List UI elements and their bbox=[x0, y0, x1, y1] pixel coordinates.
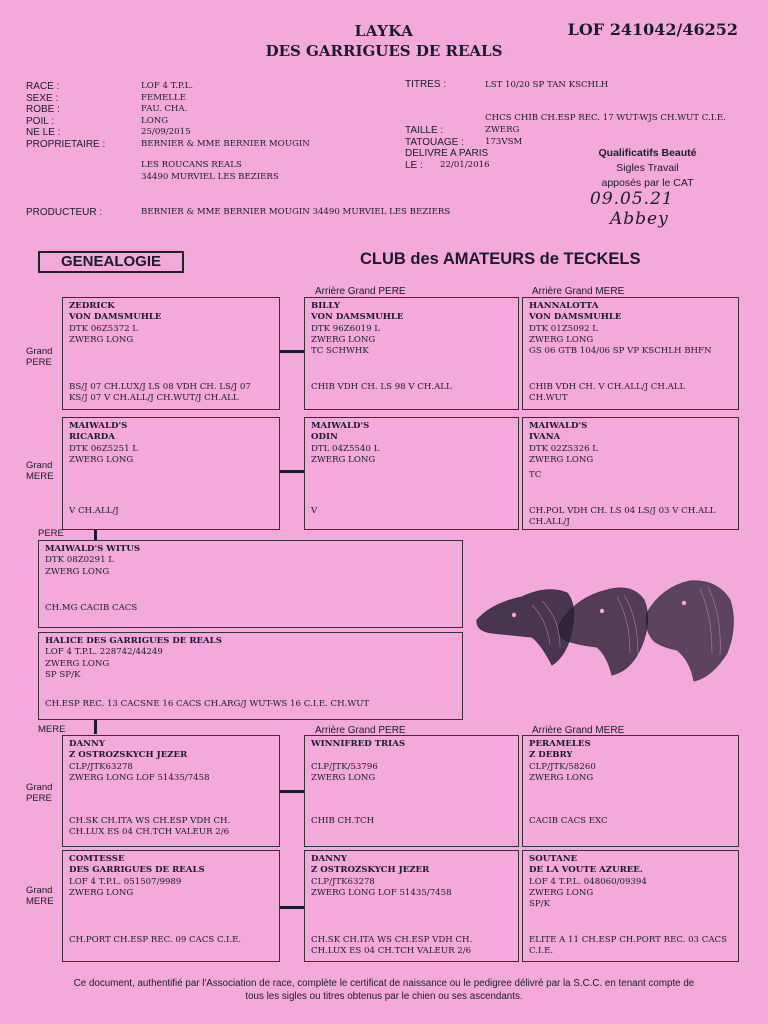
box-variety: ZWERG LONG bbox=[311, 334, 376, 345]
box-name-2: DES GARRIGUES DE REALS bbox=[69, 865, 205, 876]
box-titles-1: V CH.ALL/J bbox=[69, 506, 119, 516]
side-label-grand-mere-1 bbox=[26, 460, 53, 482]
dog-name: LAYKA bbox=[354, 22, 414, 40]
box-titles-1: CH.SK CH.ITA WS CH.ESP VDH CH. bbox=[69, 816, 231, 826]
qualif-stamp bbox=[580, 146, 715, 191]
box-name-2: DE LA VOUTE AZUREE. bbox=[529, 865, 643, 876]
label-delivre: DELIVRE A PARIS bbox=[405, 148, 489, 159]
box-name-1: MAIWALD'S WITUS bbox=[45, 544, 141, 554]
box-id: LOF 4 T.P.L. 228742/44249 bbox=[45, 647, 163, 658]
box-variety: ZWERG LONG bbox=[529, 772, 594, 783]
box-mere bbox=[38, 632, 463, 720]
value-titres-1: LST 10/20 SP TAN KSCHLH bbox=[485, 80, 609, 90]
dachshund-heads-illustration bbox=[472, 575, 740, 685]
box-id: LOF 4 T.P.L. 051507/9989 bbox=[69, 876, 182, 887]
box-variety: ZWERG LONG bbox=[311, 454, 376, 465]
box-titles-1: ELITE A 11 CH.ESP CH.PORT REC. 03 CACS bbox=[529, 935, 727, 945]
box-id: DTK 96Z6019 L bbox=[311, 323, 380, 334]
box-agm-4 bbox=[522, 850, 739, 962]
box-id: DTK 02Z5326 L bbox=[529, 443, 598, 454]
box-titles-2: KS/J 07 V CH.ALL/J CH.WUT/J CH.ALL bbox=[69, 393, 239, 404]
side-label-mere: MERE bbox=[38, 724, 66, 735]
kennel-name: DES GARRIGUES DE REALS bbox=[265, 42, 503, 60]
side-mere-text: MERE bbox=[26, 896, 54, 907]
box-variety: ZWERG LONG bbox=[69, 334, 134, 345]
box-name-1: MAIWALD'S bbox=[529, 421, 588, 431]
footer-line-2: tous les sigles ou titres obtenus par le chien ou ses ascendants. bbox=[245, 991, 523, 1002]
label-le: LE : bbox=[405, 159, 423, 171]
box-titles-2: CH.WUT bbox=[529, 393, 568, 404]
box-titles-1: CH.MG CACIB CACS bbox=[45, 603, 138, 613]
value-tatouage: 173VSM bbox=[485, 136, 523, 147]
box-name-2: ODIN bbox=[311, 432, 338, 443]
right-values bbox=[485, 125, 522, 148]
value-ne-le: 25/09/2015 bbox=[141, 127, 191, 137]
box-name-2: VON DAMSMUHLE bbox=[69, 312, 162, 323]
box-name-1: ZEDRICK bbox=[69, 301, 115, 311]
box-name-1: MAIWALD'S bbox=[311, 421, 370, 431]
box-titles-1: CHIB VDH CH. V CH.ALL/J CH.ALL bbox=[529, 382, 686, 392]
value-sexe: FEMELLE bbox=[141, 92, 186, 103]
box-variety: ZWERG LONG bbox=[45, 566, 110, 577]
box-name-1: HALICE DES GARRIGUES DE REALS bbox=[45, 636, 222, 646]
col-header-agm-top: Arrière Grand MERE bbox=[532, 286, 625, 297]
box-spacer bbox=[311, 750, 512, 761]
box-titles-1: CHIB VDH CH. LS 98 V CH.ALL bbox=[311, 382, 452, 392]
box-agm-3 bbox=[522, 735, 739, 847]
box-titles-1: CH.SK CH.ITA WS CH.ESP VDH CH. bbox=[311, 935, 473, 945]
box-extra: GS 06 GTB 104/06 SP VP KSCHLH BHFN bbox=[529, 346, 712, 357]
box-agp-1 bbox=[304, 297, 519, 410]
side-label-grand-mere-2 bbox=[26, 885, 53, 907]
box-titles-1: CH.PORT CH.ESP REC. 09 CACS C.I.E. bbox=[69, 935, 242, 945]
box-titles-1: CHIB CH.TCH bbox=[311, 816, 375, 826]
box-id: LOF 4 T.P.L. 048060/09394 bbox=[529, 876, 647, 887]
value-robe: FAU. CHA. bbox=[141, 104, 188, 114]
signature-scribble: Abbey bbox=[610, 209, 669, 229]
box-titles-2: C.I.E. bbox=[529, 946, 554, 957]
box-agm-2 bbox=[522, 417, 739, 530]
side-grand-text: Grand bbox=[26, 346, 53, 357]
connector-line bbox=[280, 470, 304, 473]
box-name-1: SOUTANE bbox=[529, 854, 578, 864]
box-grand-pere-maternal bbox=[62, 735, 280, 847]
connector-line bbox=[280, 790, 304, 793]
signature-date: 09.05.21 bbox=[590, 189, 674, 209]
side-pere-text: PERE bbox=[26, 357, 52, 368]
connector-line bbox=[94, 530, 97, 540]
box-name-1: PERAMELES bbox=[529, 739, 591, 749]
box-grand-mere-maternal bbox=[62, 850, 280, 962]
box-titles-1: CH.POL VDH CH. LS 04 LS/J 03 V CH.ALL bbox=[529, 506, 716, 516]
box-agp-2 bbox=[304, 417, 519, 530]
box-titles-2: CH.ALL/J bbox=[529, 517, 570, 528]
box-variety: ZWERG LONG bbox=[69, 454, 134, 465]
label-poil: POIL : bbox=[26, 115, 54, 127]
box-name-1: HANNALOTTA bbox=[529, 301, 599, 311]
box-name-2: RICARDA bbox=[69, 432, 115, 443]
box-titles-2: CH.LUX ES 04 CH.TCH VALEUR 2/6 bbox=[311, 946, 472, 957]
label-robe: ROBE : bbox=[26, 104, 60, 115]
box-variety: ZWERG LONG bbox=[529, 454, 594, 465]
label-proprietaire: PROPRIETAIRE : bbox=[26, 138, 106, 150]
info-values bbox=[141, 81, 310, 150]
box-extra: TC SCHWHK bbox=[311, 346, 369, 357]
side-grand-text: Grand bbox=[26, 782, 53, 793]
footer-line-1: Ce document, authentifié par l'Association de race, complète le certificat de naissance ou le pedigree délivré par la S.C.C. en tenant compte de bbox=[73, 978, 695, 989]
box-name-1: COMTESSE bbox=[69, 854, 125, 864]
connector-line bbox=[280, 350, 304, 353]
box-id: DTK 06Z5251 L bbox=[69, 443, 138, 454]
box-extra: TC bbox=[529, 470, 542, 481]
box-id: DTK 06Z5372 L bbox=[69, 323, 138, 334]
box-titles-1: BS/J 07 CH.LUX/J LS 08 VDH CH. LS/J 07 bbox=[69, 382, 251, 392]
box-name-1: WINNIFRED TRIAS bbox=[311, 739, 406, 749]
label-taille: TAILLE : bbox=[405, 125, 444, 136]
handwritten-date bbox=[590, 190, 674, 228]
box-name-2: Z DEBRY bbox=[529, 750, 573, 761]
side-label-grand-pere-2 bbox=[26, 782, 52, 804]
box-extra: SP/K bbox=[529, 899, 550, 910]
box-id: DTK 01Z5092 L bbox=[529, 323, 598, 334]
side-pere-text: PERE bbox=[26, 793, 52, 804]
label-sexe: SEXE : bbox=[26, 92, 59, 104]
owner-address bbox=[141, 160, 279, 183]
box-name-1: DANNY bbox=[311, 854, 347, 864]
side-label-pere: PERE bbox=[38, 528, 64, 539]
label-race: RACE : bbox=[26, 81, 60, 92]
value-race: LOF 4 T.P.L. bbox=[141, 81, 194, 91]
box-titles-2: CH.LUX ES 04 CH.TCH VALEUR 2/6 bbox=[69, 827, 230, 838]
label-ne-le: NE LE : bbox=[26, 127, 61, 138]
qualif-line-3: apposés par le CAT bbox=[601, 177, 694, 189]
box-id: CLP/JTK63278 bbox=[69, 761, 133, 772]
box-variety: ZWERG LONG bbox=[45, 658, 110, 669]
box-id: CLP/JTK63278 bbox=[311, 876, 375, 887]
box-name-2: Z OSTROZSKYCH JEZER bbox=[69, 750, 188, 761]
qualif-line-2: Sigles Travail bbox=[616, 162, 679, 174]
box-titles-1: CACIB CACS EXC bbox=[529, 816, 608, 826]
box-id: CLP/JTK/58260 bbox=[529, 761, 596, 772]
box-agp-3 bbox=[304, 735, 519, 847]
box-titles-1: CH.ESP REC. 13 CACSNE 16 CACS CH.ARG/J WUT-WS 16 C.I.E. CH.WUT bbox=[45, 699, 370, 709]
box-variety: ZWERG LONG bbox=[69, 887, 134, 898]
address-line-2: 34490 MURVIEL LES BEZIERS bbox=[141, 171, 279, 182]
side-grand-text: Grand bbox=[26, 885, 53, 896]
label-producteur: PRODUCTEUR : bbox=[26, 207, 103, 218]
box-name-1: BILLY bbox=[311, 301, 340, 311]
box-grand-mere-paternal bbox=[62, 417, 280, 530]
connector-line bbox=[280, 906, 304, 909]
box-name-2: IVANA bbox=[529, 432, 561, 443]
box-variety: ZWERG LONG bbox=[529, 334, 594, 345]
col-header-agm-bottom: Arrière Grand MERE bbox=[532, 725, 625, 736]
info-labels bbox=[26, 81, 105, 150]
box-agp-4 bbox=[304, 850, 519, 962]
col-header-agp-bottom: Arrière Grand PERE bbox=[315, 725, 406, 736]
box-agm-1 bbox=[522, 297, 739, 410]
box-titles-1: V bbox=[311, 506, 318, 516]
value-producteur: BERNIER & MME BERNIER MOUGIN 34490 MURVIEL LES BEZIERS bbox=[141, 207, 451, 217]
box-name-2: VON DAMSMUHLE bbox=[311, 312, 404, 323]
club-title: CLUB des AMATEURS de TECKELS bbox=[360, 250, 641, 268]
side-mere-text: MERE bbox=[26, 471, 54, 482]
box-variety: ZWERG LONG bbox=[529, 887, 594, 898]
value-poil: LONG bbox=[141, 115, 169, 126]
side-grand-text: Grand bbox=[26, 460, 53, 471]
box-name-1: MAIWALD'S bbox=[69, 421, 128, 431]
box-variety: ZWERG LONG LOF 51435/7458 bbox=[311, 887, 452, 898]
box-name-2: Z OSTROZSKYCH JEZER bbox=[311, 865, 430, 876]
box-name-2: VON DAMSMUHLE bbox=[529, 312, 622, 323]
value-titres-2: CHCS CHIB CH.ESP REC. 17 WUT-WJS CH.WUT C.I.E. bbox=[485, 113, 726, 123]
value-proprietaire: BERNIER & MME BERNIER MOUGIN bbox=[141, 138, 310, 149]
box-grand-pere-paternal bbox=[62, 297, 280, 410]
value-le: 22/01/2016 bbox=[440, 160, 490, 170]
connector-line bbox=[94, 720, 97, 734]
value-taille: ZWERG bbox=[485, 125, 520, 135]
genealogie-title: GENEALOGIE bbox=[38, 251, 184, 273]
label-titres: TITRES : bbox=[405, 79, 447, 90]
box-variety: ZWERG LONG LOF 51435/7458 bbox=[69, 772, 210, 783]
col-header-agp-top: Arrière Grand PERE bbox=[315, 286, 406, 297]
box-id: DTL 04Z5540 L bbox=[311, 443, 380, 454]
side-label-grand-pere-1 bbox=[26, 346, 52, 368]
address-line-1: LES ROUCANS REALS bbox=[141, 160, 242, 170]
box-variety: ZWERG LONG bbox=[311, 772, 376, 783]
label-tatouage: TATOUAGE : bbox=[405, 136, 464, 148]
box-pere bbox=[38, 540, 463, 628]
box-extra: SP SP/K bbox=[45, 669, 81, 680]
box-name-1: DANNY bbox=[69, 739, 105, 749]
footer-note bbox=[30, 977, 738, 1003]
lof-number: LOF 241042/46252 bbox=[567, 20, 738, 39]
qualif-line-1: Qualificatifs Beauté bbox=[598, 147, 697, 159]
box-id: DTK 08Z0291 L bbox=[45, 555, 114, 566]
box-id: CLP/JTK/53796 bbox=[311, 761, 378, 772]
